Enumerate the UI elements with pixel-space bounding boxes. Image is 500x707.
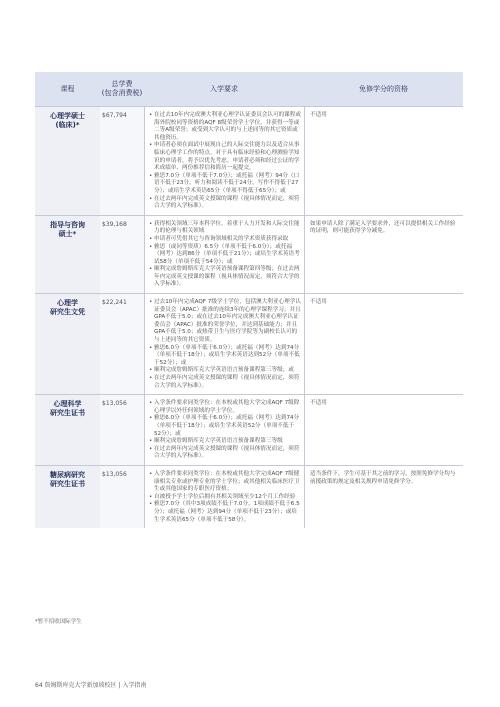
requirements-list xyxy=(149,299,301,390)
table-row xyxy=(35,394,463,465)
course-fee: $13,056 xyxy=(102,470,127,478)
table-body xyxy=(35,106,463,528)
header-fee: 总学费 (包含消费税) xyxy=(101,80,143,97)
course-name: 心理学 研究生文凭 xyxy=(50,299,85,317)
table-row xyxy=(35,465,463,528)
credit-eligibility: 不适用 xyxy=(304,395,463,465)
course-fee: $13,056 xyxy=(102,400,127,408)
course-requirements xyxy=(144,107,304,215)
requirement-item: • 在过去两年内完成英文授课的课程（视具体情况而定，须符合大学的入学标准）。 xyxy=(149,446,301,461)
requirement-item: • 过去10年内完成AQF 7级学士学位，包括澳大利亚心理学认证委员会（APAC）批准的连续3年的心理学课程学习；并且GPA不低于5.0；或在过去10年内完成澳大利亚心理学认证委员会（APAC）批准的荣誉学位，并达到基础能力；并且GPA不低于5.0；或热带卫生与医疗学院等为副校长认可的与上述同等的其它资质。 xyxy=(149,299,301,345)
requirement-item: • 雅思7.0分（其中3项成绩不低于7.0分，1项成绩不低于6.5分）；或托福（网考）达到94分（单项不低于23分）；或培生学术英语65分（单项不低于58分）。 xyxy=(149,501,301,524)
requirement-item: • 雅思7.0分（单项不低于7.0分）；或托福（网考）94分（口语不低于23分，听力和阅读不低于24分，写作不得低于27分）；或培生学术英语65分（单项不得低于65分）；或 xyxy=(149,173,301,196)
requirement-item: • 入学条件要求同类学位：在本校或其他大学完成AQF 7级健康相关专业或护理专业的学士学位；或其他相关临床医疗卫生或其他国家的专职医疗资格； xyxy=(149,471,301,494)
course-name: 糖尿病研究 研究生证书 xyxy=(50,470,85,488)
course-fee: $39,168 xyxy=(102,220,127,228)
requirement-item: • 雅思6.0分（单项不低于6.0分）；或托福（网考）达到74分（单项不低于18分）；或培生学术英语达到52分（单项不低于52分）；或 xyxy=(149,345,301,368)
requirement-item: • 顺利完成詹姆斯库克大学英语预备课程第四等级；在过去两年内完成英文授课的课程（视具体情况而定，须符合大学的入学标准）。 xyxy=(149,266,301,289)
header-course: 课程 xyxy=(60,84,75,93)
credit-eligibility: 不适用 xyxy=(304,107,463,215)
requirement-item: • 雅思6.0分（单项不低于6.0分）；或托福（网考）达到74分（单项不低于18分）；或培生学术英语52分（单项不低于52分）；或 xyxy=(149,415,301,438)
course-requirements xyxy=(144,395,304,465)
requirements-list xyxy=(149,112,301,211)
course-fee: $67,794 xyxy=(102,112,127,119)
credit-eligibility: 不适用 xyxy=(304,294,463,394)
table-row xyxy=(35,215,463,293)
course-table xyxy=(35,72,463,528)
course-requirements xyxy=(144,294,304,394)
footnote: *暂不招收国际学生 xyxy=(35,619,82,625)
requirement-item: • 顺利完成詹姆斯库克大学英语语言预备课程第三等级；或 xyxy=(149,367,301,375)
requirement-item: • 顺利完成詹姆斯库克大学英语语言预备课程第三等级 xyxy=(149,438,301,446)
course-requirements xyxy=(144,216,304,293)
requirement-item: • 在过去两年内完成英文授课的课程（视具体情况而定，须符合大学的入学标准）。 xyxy=(149,196,301,211)
table-row xyxy=(35,106,463,215)
course-name: 指导与咨询 硕士* xyxy=(50,220,85,238)
course-name: 心理科学 研究生证书 xyxy=(50,400,85,418)
course-requirements xyxy=(144,466,304,528)
table-row xyxy=(35,293,463,394)
course-fee: $22,241 xyxy=(102,299,127,307)
course-name: 心理学硕士 (临床)* xyxy=(50,112,85,129)
credit-eligibility: 适当条件下，学生可基于其之前的学习，按照免修学分均与前援政策的规定及相关规程申请免修学分。 xyxy=(304,466,463,528)
requirements-list xyxy=(149,471,301,524)
header-requirements: 入学要求 xyxy=(210,84,238,93)
requirements-list xyxy=(149,400,301,461)
page-footer: 64 詹姆斯库克大学新加坡校区 | 入学指南 xyxy=(35,682,147,689)
requirement-item: • 雅思（或同等资质）6.5分（单项不低于6.0分）；或托福（网考）达到86分（单项不低于21分）；或培生学术英语考试58分（单项不低于54分）；或 xyxy=(149,244,301,267)
requirements-list xyxy=(149,221,301,289)
requirement-item: • 在过去两年内完成英文授课的课程（视具体情况而定，须符合大学的入学标准）。 xyxy=(149,375,301,390)
requirement-item: • 在过去10年内完成澳大利亚心理学认证委员会认可的课程或海外院校同等资格的AQF 8级荣誉学士学位，并获得一等或二等A级荣誉；或受到大学认可的与上述同等的其它资质或其他资历。 xyxy=(149,112,301,142)
requirement-item: • 申请者可凭借其它与咨询领域相关的学术资质获得录取 xyxy=(149,236,301,244)
requirement-item: • 申请者必须在面试中展现自己的人际交往能力以及适合从事临床心理学工作的特点。对于具有临床经验和心理测验学知识的申请者，将予以优先考虑。申请者必须和经过公证的学术成绩单、两份推荐信和简历一起提交。 xyxy=(149,142,301,172)
table-header xyxy=(35,72,463,106)
requirement-item: • 入学条件要求同类学位：在本校或其他大学完成AQF 7级除心理学以外任何领域的学士学位。 xyxy=(149,400,301,415)
header-credit: 免修学分的资格 xyxy=(359,84,408,93)
requirement-item: • 自被授予学士学位后拥有其相关领域至少12个月工作经验 xyxy=(149,494,301,502)
requirement-item: • 获得相关领域三年本科学位，着重于人力开发和人际交往能力的伦理与相关领域 xyxy=(149,221,301,236)
credit-eligibility: 如果申请人除了满足入学要求外，还可以提供相关工作经验的证明，则可能获得学分减免。 xyxy=(304,216,463,293)
